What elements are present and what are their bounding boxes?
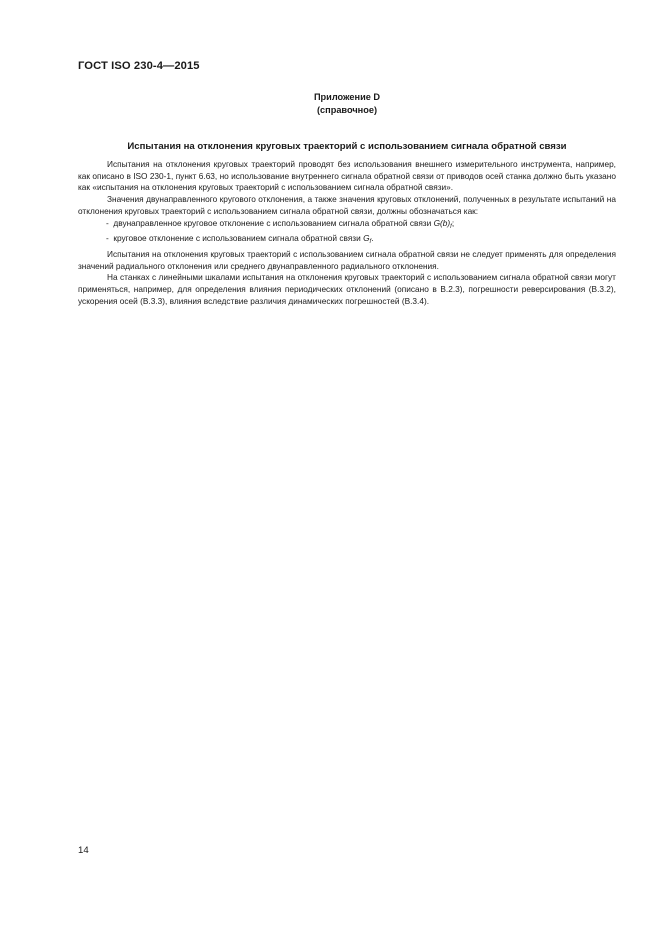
body-text <box>78 159 616 307</box>
list-item-circular: - круговое отклонение с использованием сигнала обратной связи $G_f$. <box>106 233 374 246</box>
symbol-gf: G <box>363 233 370 244</box>
list-item-bidirectional: - двунаправленное круговое отклонение с использованием сигнала обратной связи $G(b)_f$; <box>106 217 455 230</box>
annex-heading <box>280 91 414 117</box>
page-number: 14 <box>78 845 89 856</box>
symbol-subscript: f <box>450 223 452 230</box>
list-item-end: . <box>371 233 374 244</box>
annex-note: (справочное) <box>316 105 377 115</box>
symbol-subscript: f <box>369 239 372 246</box>
symbol-gbf: G(b) <box>433 217 451 228</box>
list-item-text: двунаправленное круговое отклонение с использованием сигнала обратной связи <box>113 217 434 228</box>
document-header: ГОСТ ISO 230-4—2015 <box>78 60 200 72</box>
section-title: Испытания на отклонения круговых траекторий с использованием сигнала обратной связи <box>127 141 567 152</box>
paragraph-intro: Испытания на отклонения круговых траекторий проводят без использования внешнего измерительного инструмента, например, как описано в ISO 230-1, пункт 6.63, но использование внутреннего сигнала обратной связи от приводов осей станка должно быть указано как «испытания на отклонения круговых траекторий с использованием сигнала обратной связи». <box>78 159 616 193</box>
annex-label: Приложение D <box>313 92 381 102</box>
paragraph-designations: Значения двунаправленного кругового отклонения, а также значения круговых отклонений, полученных в результате испытаний на отклонения круговых траекторий с использованием сигнала обратной связи, должны обозначаться как: <box>78 194 616 216</box>
paragraph-restriction: Испытания на отклонения круговых траекторий с использованием сигнала обратной связи не следует применять для определения значений радиального отклонения или среднего двунаправленного радиального отклонения. <box>78 248 616 271</box>
list-item-end: ; <box>451 217 455 228</box>
list-item-text: круговое отклонение с использованием сигнала обратной связи <box>113 233 364 244</box>
paragraph-linear-scales: На станках с линейными шкалами испытания на отклонения круговых траекторий с использованием сигнала обратной связи могут применяться, например, для определения влияния периодических отклонений (описано в В.2.3), погрешности реверсирования (В.3.2), ускорения осей (В.3.3), влияния вследствие различия динамических погрешностей (В.3.4). <box>78 272 616 306</box>
